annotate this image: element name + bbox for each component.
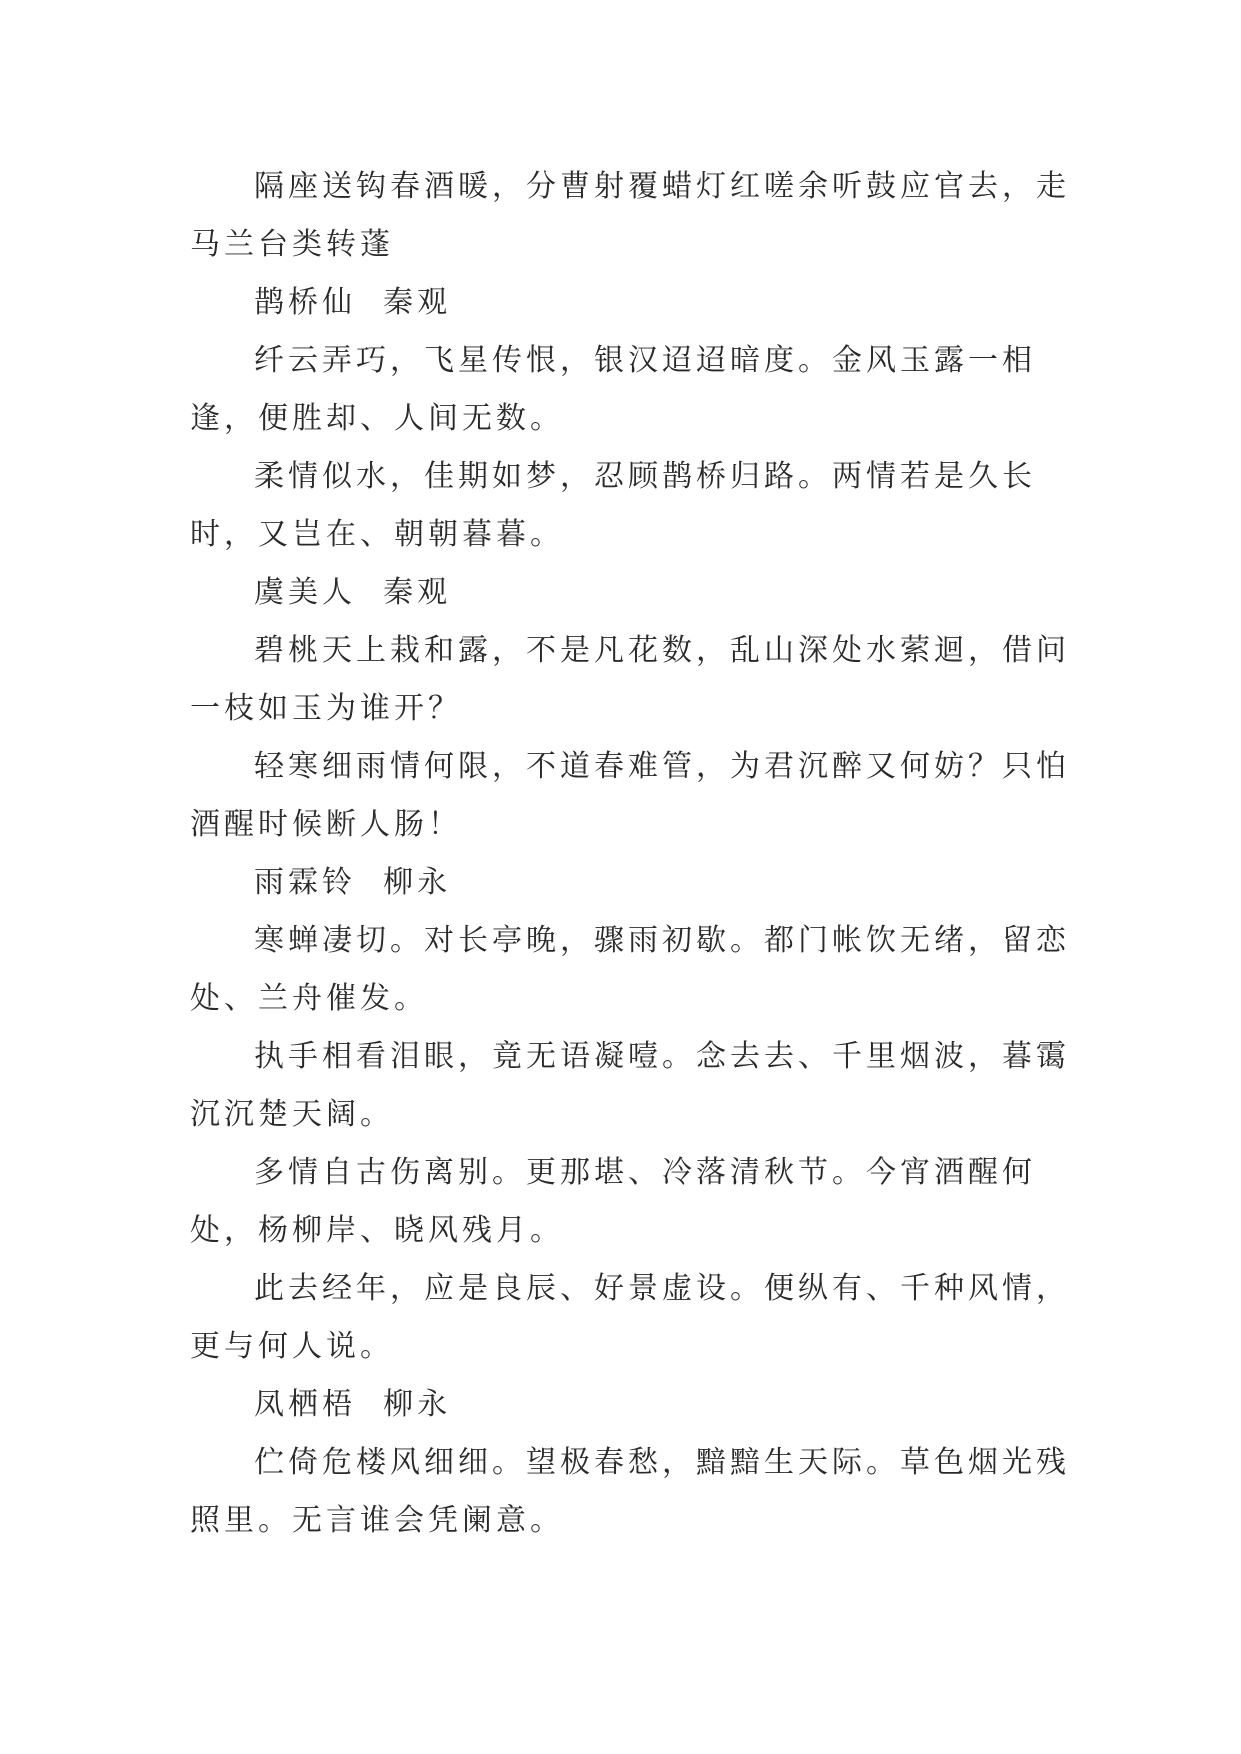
poem-line: 此去经年，应是良辰、好景虚设。便纵有、千种风情，更与何人说。 [190,1271,1070,1364]
poem-line: 纤云弄巧，飞星传恨，银汉迢迢暗度。金风玉露一相逢，便胜却、人间无数。 [190,343,1036,436]
document-body [190,158,1070,1550]
poem-title: 虞美人 秦观 [254,575,452,610]
poem-title: 鹊桥仙 秦观 [254,285,452,320]
poem-line: 执手相看泪眼，竟无语凝噎。念去去、千里烟波，暮霭沉沉楚天阔。 [190,1039,1070,1132]
poem-line: 伫倚危楼风细细。望极春愁，黯黯生天际。草色烟光残照里。无言谁会凭阑意。 [190,1445,1070,1538]
poem-line: 轻寒细雨情何限，不道春难管，为君沉醉又何妨？只怕酒醒时候断人肠！ [190,749,1070,842]
poem-line: 寒蝉凄切。对长亭晚，骤雨初歇。都门帐饮无绪，留恋处、兰舟催发。 [190,923,1070,1016]
poem-line: 碧桃天上栽和露，不是凡花数，乱山深处水萦迴，借问一枝如玉为谁开？ [190,633,1070,726]
poem-line: 多情自古伤离别。更那堪、冷落清秋节。今宵酒醒何处，杨柳岸、晓风残月。 [190,1155,1036,1248]
poem-line: 柔情似水，佳期如梦，忍顾鹊桥归路。两情若是久长时，又岂在、朝朝暮暮。 [190,459,1036,552]
poem-title: 雨霖铃 柳永 [254,865,452,900]
poem-line: 隔座送钩春酒暖，分曹射覆蜡灯红嗟余听鼓应官去，走马兰台类转蓬 [190,169,1070,262]
poem-title: 凤栖梧 柳永 [254,1387,452,1422]
